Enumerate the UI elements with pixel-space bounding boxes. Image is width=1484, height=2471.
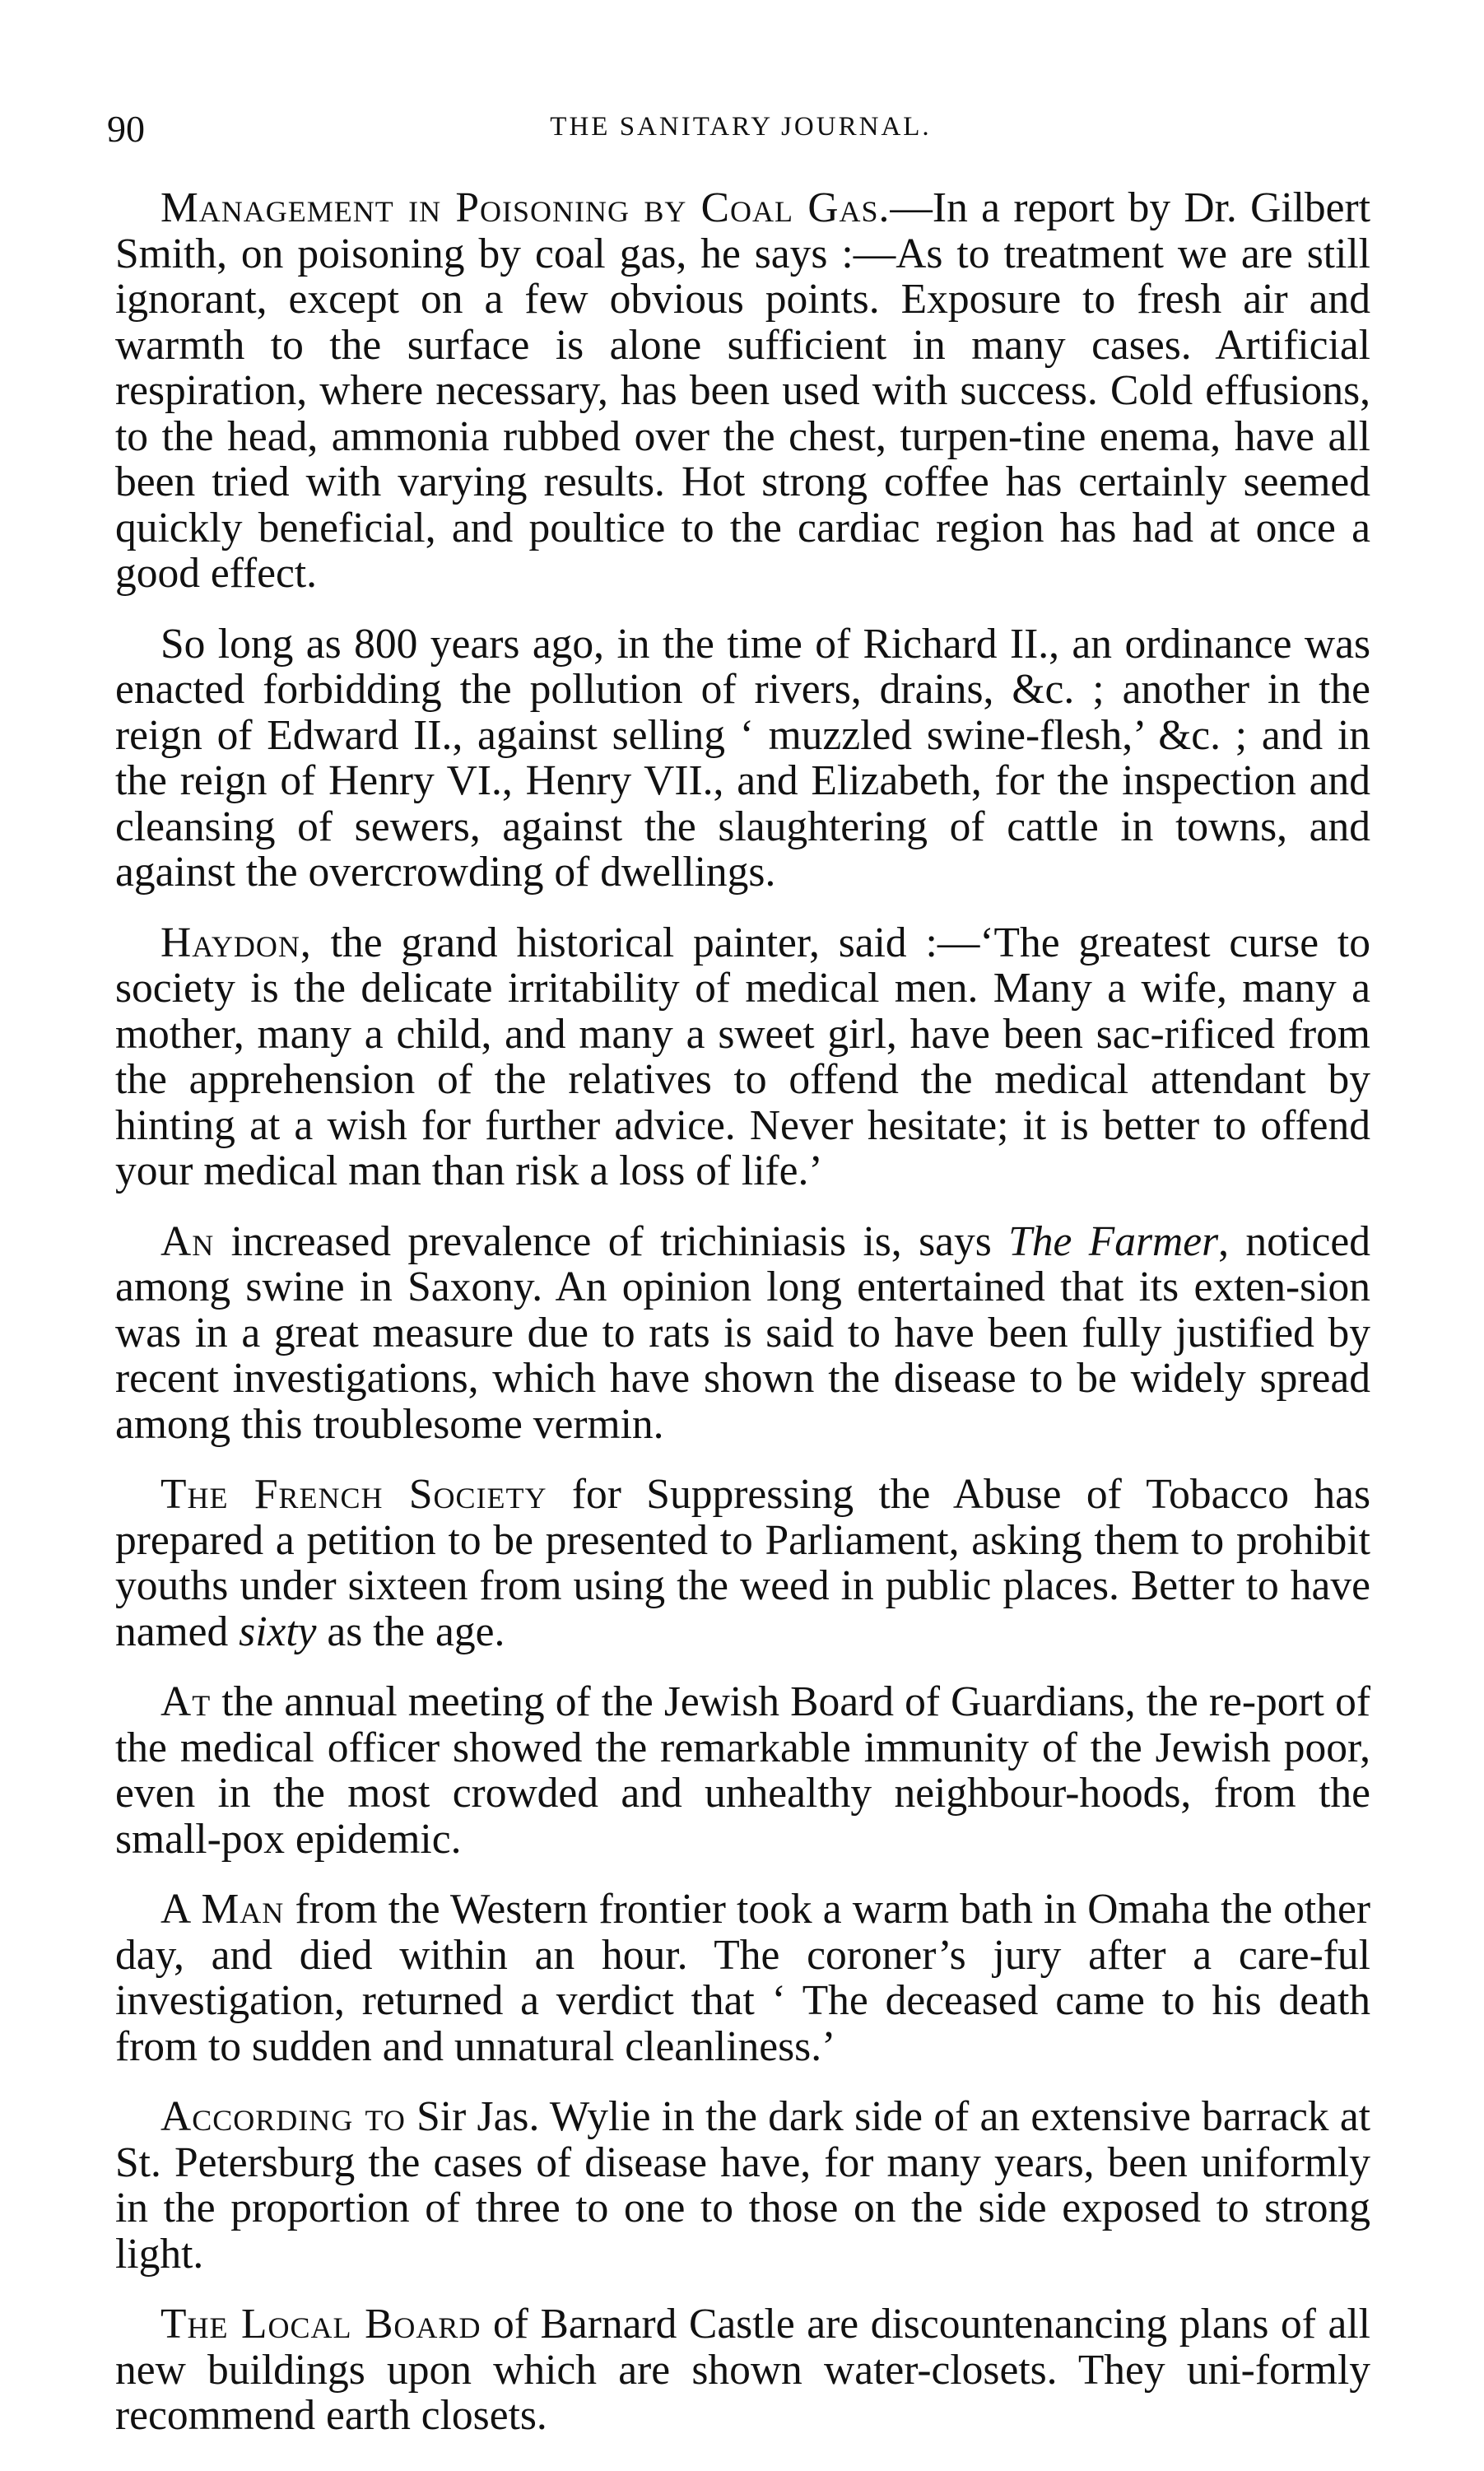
paragraph-lead: The Local Board xyxy=(160,2301,481,2348)
page-header xyxy=(107,107,1375,156)
paragraph-ordinances xyxy=(115,621,1370,896)
paragraph-lead: At xyxy=(160,1678,212,1725)
paragraph-text: So long as 800 years ago, in the time of Richard II., an ordinance was enacted forbidding the pollution of rivers, drains, &c. ; another in the reign of Edward II., against selling ‘ muzzled swine-flesh,’ &c. ; and in the reign of Henry VI., Henry VII., and Elizabeth, for the inspection and cleansing of sewers, against the slaughtering of cattle in towns, and against the overcrowding of dwellings. xyxy=(115,620,1370,896)
paragraph-text: , noticed among swine in Saxony. An opinion long entertained that its exten-sion was in a great measure due to rats is said to have been fully justified by recent investigations, which have shown the disease to be widely spread among this troublesome vermin. xyxy=(115,1217,1370,1448)
paragraph-text: of Barnard Castle are discountenancing plans of all new buildings upon which are shown water-closets. They uni-formly recommend earth closets. xyxy=(115,2301,1370,2439)
paragraph-text: —In a report by Dr. Gilbert Smith, on poisoning by coal gas, he says :—As to treatment we are still ignorant, except on a few obvious points. Exposure to fresh air and warmth to the surface is alone sufficient in many cases. Artificial respiration, where necessary, has been used with success. Cold effusions, to the head, ammonia rubbed over the chest, turpen-tine enema, have all been tried with varying results. Hot strong coffee has certainly seemed quickly beneficial, and poultice to the cardiac region has had at once a good effect. xyxy=(115,184,1370,597)
paragraph-wylie xyxy=(115,2094,1370,2277)
paragraph-lead: A Man xyxy=(160,1886,285,1933)
paragraph-local-board xyxy=(115,2301,1370,2439)
paragraph-text: the annual meeting of the Jewish Board of Guardians, the re-port of the medical officer showed the remarkable immunity of the Jewish poor, even in the most crowded and unhealthy neighbour-hoods, from the small-pox epidemic. xyxy=(115,1678,1370,1863)
paragraph-text: the grand historical painter, said :—‘The greatest curse to society is the delicate irritability of medical men. Many a wife, many a mother, many a child, and many a sweet girl, have been sac-rificed from the apprehension of the relatives to offend the medical attendant by hinting at a wish for further advice. Never hesitate; it is better to offend your medical man than risk a loss of life.’ xyxy=(115,919,1370,1194)
running-title: THE SANITARY JOURNAL. xyxy=(550,112,932,142)
paragraph-trichiniasis xyxy=(115,1219,1370,1448)
article-body xyxy=(115,185,1370,2464)
paragraph-text: as the age. xyxy=(316,1608,505,1655)
paragraph-text: for Suppressing the Abuse of Tobacco has prepared a petition to be presented to Parliament, asking them to prohibit youths under sixteen from using the weed in public places. Better to have named xyxy=(115,1471,1370,1655)
publication-title: The Farmer xyxy=(1008,1217,1219,1265)
paragraph-omaha xyxy=(115,1887,1370,2069)
paragraph-jewish-board xyxy=(115,1679,1370,1862)
paragraph-text: from the Western frontier took a warm bath in Omaha the other day, and died within an hour. The coroner’s jury after a care-ful investigation, returned a verdict that ‘ The deceased came to his death from to sudden and unnatural cleanliness.’ xyxy=(115,1886,1370,2070)
paragraph-coal-gas xyxy=(115,185,1370,597)
paragraph-haydon xyxy=(115,920,1370,1194)
paragraph-lead: Management in Poisoning by Coal Gas. xyxy=(160,184,891,231)
paragraph-lead: According to xyxy=(160,2093,406,2140)
paragraph-lead: Haydon, xyxy=(160,919,312,966)
paragraph-lead: An xyxy=(160,1217,215,1265)
paragraph-tobacco xyxy=(115,1472,1370,1654)
paragraph-text: increased prevalence of trichiniasis is, says xyxy=(214,1217,1009,1265)
paragraph-text: Sir Jas. Wylie in the dark side of an extensive barrack at St. Petersburg the cases of disease have, for many years, been uniformly in the proportion of three to one to those on the side exposed to strong light. xyxy=(115,2093,1371,2278)
page-number: 90 xyxy=(107,108,145,150)
emphasis-text: sixty xyxy=(239,1608,317,1655)
paragraph-lead: The French Society xyxy=(160,1471,547,1518)
